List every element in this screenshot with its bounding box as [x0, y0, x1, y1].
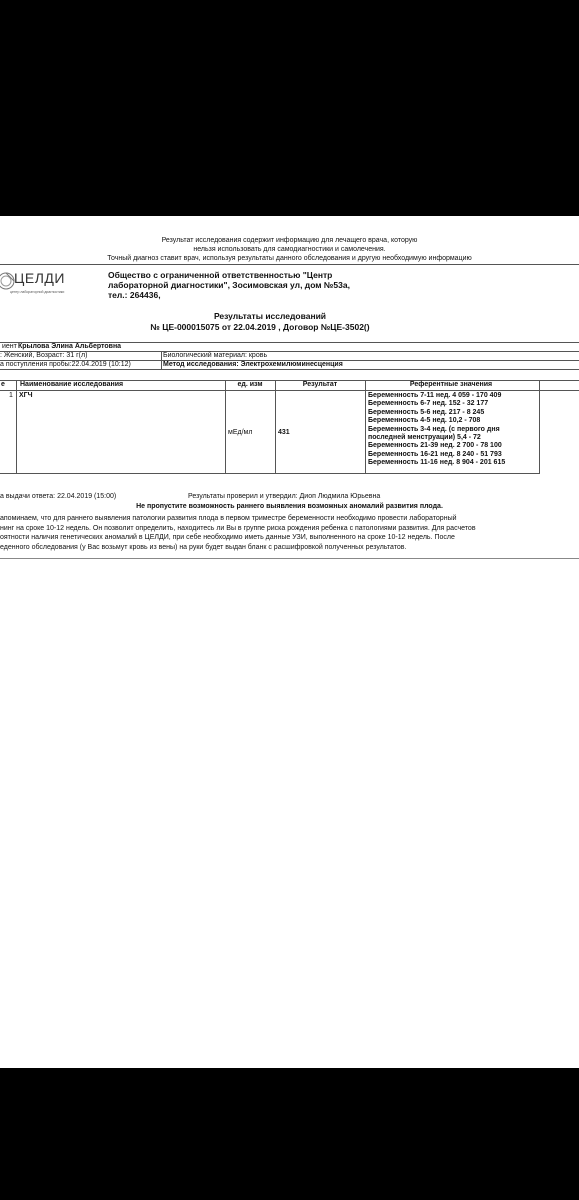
test-name: ХГЧ [19, 392, 33, 399]
results-number: № ЦЕ-000015075 от 22.04.2019 , Договор №ЦЕ-3502() [150, 322, 370, 332]
column-divider [16, 380, 17, 473]
col-header-name: Наименование исследования [20, 381, 124, 388]
results-title: Результаты исследований [213, 311, 327, 321]
logo-tagline: центр лабораторной диагностики [10, 290, 65, 294]
patient-label: иент [2, 343, 17, 350]
test-unit: мЕд/мл [228, 429, 253, 436]
divider [0, 473, 540, 474]
notice-line-3: Точный диагноз ставит врач, используя результаты данного обследования и другую необходимую информацию [107, 255, 472, 262]
reference-line: Беременность 3-4 нед. (с первого дня [368, 425, 500, 433]
divider [0, 264, 579, 265]
notice-line-2: нельзя использовать для самодиагностики и самолечения. [193, 246, 386, 253]
reference-line: Беременность 5-6 нед. 217 - 8 245 [368, 408, 485, 416]
column-divider [225, 380, 226, 473]
sample-date: а поступления пробы:22.04.2019 (10:12) [0, 361, 131, 368]
notice-line-1: Результат исследования содержит информацию для лечащего врача, которую [161, 237, 418, 244]
info-line: апоминаем, что для раннего выявления патологии развития плода в первом триместре беременности необходимо провести лабораторный [0, 515, 457, 522]
org-line-3: тел.: 264436, [108, 290, 161, 300]
divider [0, 390, 579, 391]
reference-line: Беременность 11-16 нед. 8 904 - 201 615 [368, 459, 506, 467]
verified-by: Результаты проверил и утвердил: Диоп Людмила Юрьевна [188, 493, 381, 500]
reference-line: Беременность 6-7 нед. 152 - 32 177 [368, 400, 489, 408]
reference-line: Беременность 16-21 нед. 8 240 - 51 793 [368, 450, 502, 458]
patient-gender-age: : Женский, Возраст: 31 г(л) [0, 352, 88, 359]
reference-line: Беременность 4-5 нед. 10,2 - 708 [368, 417, 481, 425]
column-divider [539, 380, 540, 473]
info-line: еденного обследования (у Вас возьмут кровь из вены) на руки будет выдан бланк с расшифровкой полученных результатов. [0, 543, 407, 551]
divider [0, 369, 579, 370]
info-line: нинг на сроке 10-12 недель. Он позволит определить, находитесь ли Вы в группе риска рождения ребенка с патологиями развития. Для расчетов [0, 524, 476, 532]
col-header-result: Результат [302, 381, 338, 388]
col-header-unit: ед. изм [237, 381, 263, 388]
info-paragraph [0, 514, 476, 552]
test-result: 431 [278, 429, 290, 436]
row-num: 1 [9, 392, 13, 399]
patient-name: Крылова Элина Альбертовна [18, 343, 122, 350]
info-line: оятности наличия генетических аномалий в ЦЕЛДИ, при себе необходимо иметь данные УЗИ, выполненного на сроке 10-12 недель. После [0, 534, 455, 541]
reference-line: последней менструации) 5,4 - 72 [368, 434, 481, 442]
col-header-num: е [1, 381, 5, 388]
col-header-ref: Референтные значения [409, 381, 493, 388]
issue-date: а выдачи ответа: 22.04.2019 (15:00) [0, 493, 117, 500]
warning-title: Не пропустите возможность раннего выявления возможных аномалий развития плода. [136, 503, 443, 510]
org-line-2: лабораторной диагностики", Зосимовская ул, дом №53а, [108, 280, 350, 290]
divider [0, 558, 579, 559]
reference-line: Беременность 7-11 нед. 4 059 - 170 409 [368, 392, 502, 399]
logo [0, 268, 72, 298]
logo-name: ЦЕЛДИ [14, 270, 65, 286]
research-method: Метод исследования: Электрохемилюминесценция [163, 361, 343, 368]
document-page [0, 216, 579, 1068]
reference-line: Беременность 21-39 нед. 2 700 - 78 100 [368, 442, 502, 450]
biological-material: Биологический материал: кровь [163, 352, 268, 359]
column-divider [161, 351, 162, 369]
org-line-1: Общество с ограниченной ответственностью "Центр [108, 270, 333, 280]
column-divider [365, 380, 366, 473]
reference-values [368, 392, 505, 468]
column-divider [275, 380, 276, 473]
